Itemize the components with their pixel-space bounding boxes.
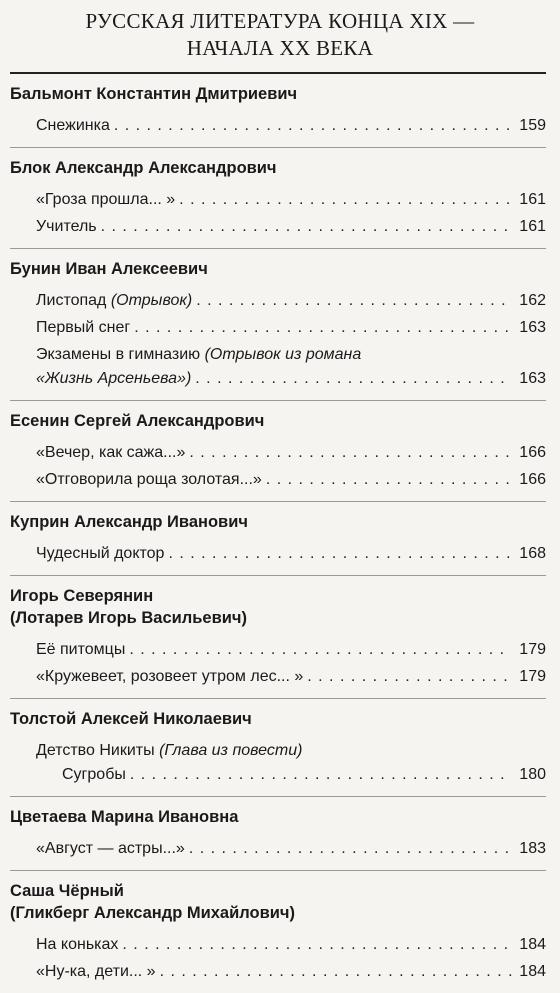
page-number: 179 — [519, 641, 546, 658]
toc-entry[interactable] — [10, 441, 546, 465]
author-name: Есенин Сергей Александрович — [10, 412, 265, 430]
toc-section — [10, 148, 546, 249]
toc-section — [10, 576, 546, 699]
entry-title: Учитель — [36, 218, 97, 235]
dot-leader — [129, 638, 512, 662]
author-name-line2: (Лотарев Игорь Васильевич) — [10, 609, 247, 627]
author-name: Бунин Иван Алексеевич — [10, 260, 208, 278]
entry-title: «Гроза прошла... » — [36, 191, 176, 208]
dot-leader — [101, 215, 512, 239]
toc-entry[interactable] — [10, 343, 546, 391]
author-name: Цветаева Марина Ивановна — [10, 808, 239, 826]
dot-leader — [122, 933, 512, 957]
page-number: 161 — [519, 191, 546, 208]
dot-leader — [307, 665, 512, 689]
dot-leader — [134, 316, 512, 340]
author-name: Толстой Алексей Николаевич — [10, 710, 252, 728]
toc-entry[interactable] — [10, 665, 546, 689]
entry-subtitle: (Отрывок из романа — [204, 346, 362, 363]
toc-entry[interactable] — [10, 739, 546, 787]
dot-leader — [196, 289, 512, 313]
toc-section — [10, 401, 546, 502]
entry-title: На коньках — [36, 936, 119, 953]
dot-leader — [179, 188, 512, 212]
page-number: 159 — [519, 117, 546, 134]
page-number: 184 — [519, 936, 546, 953]
entry-subtitle: (Отрывок) — [110, 292, 193, 309]
author-name — [10, 582, 546, 638]
chapter-title-line1: РУССКАЯ ЛИТЕРАТУРА КОНЦА XIX — — [85, 9, 475, 33]
toc-entry[interactable] — [10, 468, 546, 492]
dot-leader — [266, 468, 512, 492]
author-name: Куприн Александр Иванович — [10, 513, 248, 531]
toc-entry[interactable] — [10, 188, 546, 212]
dot-leader — [189, 837, 512, 861]
entry-title: Снежинка — [36, 117, 110, 134]
toc-section — [10, 502, 546, 576]
entry-title: Листопад — [36, 292, 107, 309]
toc-entry[interactable] — [10, 638, 546, 662]
page-number: 166 — [519, 444, 546, 461]
toc-entry[interactable] — [10, 933, 546, 957]
dot-leader — [189, 441, 512, 465]
page-number: 162 — [519, 292, 546, 309]
entry-title: Первый снег — [36, 319, 131, 336]
toc-entry[interactable] — [10, 542, 546, 566]
dot-leader — [114, 114, 512, 138]
entry-title: «Отговорила роща золотая...» — [36, 471, 262, 488]
toc-entry[interactable] — [10, 837, 546, 861]
dot-leader — [130, 763, 512, 787]
dot-leader — [160, 960, 512, 984]
toc-entry[interactable] — [10, 215, 546, 239]
toc-section — [10, 699, 546, 797]
page-number: 180 — [519, 766, 546, 783]
author-name-line1: Саша Чёрный — [10, 882, 124, 900]
entry-subtitle-cont: «Жизнь Арсеньева») — [36, 370, 192, 387]
author-name — [10, 877, 546, 933]
entry-title: Детство Никиты — [36, 742, 155, 759]
entry-title: «Ну-ка, дети... » — [36, 963, 156, 980]
toc-entry[interactable] — [10, 289, 546, 313]
entry-title-group — [36, 289, 192, 313]
chapter-title-line2: НАЧАЛА XX ВЕКА — [186, 36, 374, 60]
entry-title: «Август — астры...» — [36, 840, 185, 857]
toc-section — [10, 797, 546, 871]
entry-title: Чудесный доктор — [36, 545, 165, 562]
toc-entry[interactable] — [10, 960, 546, 984]
entry-chapter: Сугробы — [62, 766, 126, 783]
page-number: 163 — [519, 370, 546, 387]
page-number: 166 — [519, 471, 546, 488]
author-name: Блок Александр Александрович — [10, 159, 277, 177]
dot-leader — [168, 542, 512, 566]
page-number: 183 — [519, 840, 546, 857]
page-number: 168 — [519, 545, 546, 562]
toc-section — [10, 74, 546, 148]
author-name: Бальмонт Константин Дмитриевич — [10, 85, 298, 103]
toc-section — [10, 871, 546, 993]
entry-title: Экзамены в гимназию — [36, 346, 201, 363]
page-number: 184 — [519, 963, 546, 980]
toc-section — [10, 249, 546, 401]
entry-title: «Вечер, как сажа...» — [36, 444, 186, 461]
page-number: 179 — [519, 668, 546, 685]
author-name-line2: (Гликберг Александр Михайлович) — [10, 904, 295, 922]
chapter-title — [0, 0, 560, 62]
entry-title: «Кружевеет, розовеет утром лес... » — [36, 668, 304, 685]
page-number: 163 — [519, 319, 546, 336]
page-number: 161 — [519, 218, 546, 235]
entry-subtitle: (Глава из повести) — [159, 742, 303, 759]
toc-entry[interactable] — [10, 114, 546, 138]
entry-title: Её питомцы — [36, 641, 126, 658]
toc-entry[interactable] — [10, 316, 546, 340]
author-name-line1: Игорь Северянин — [10, 587, 154, 605]
dot-leader — [195, 367, 512, 391]
